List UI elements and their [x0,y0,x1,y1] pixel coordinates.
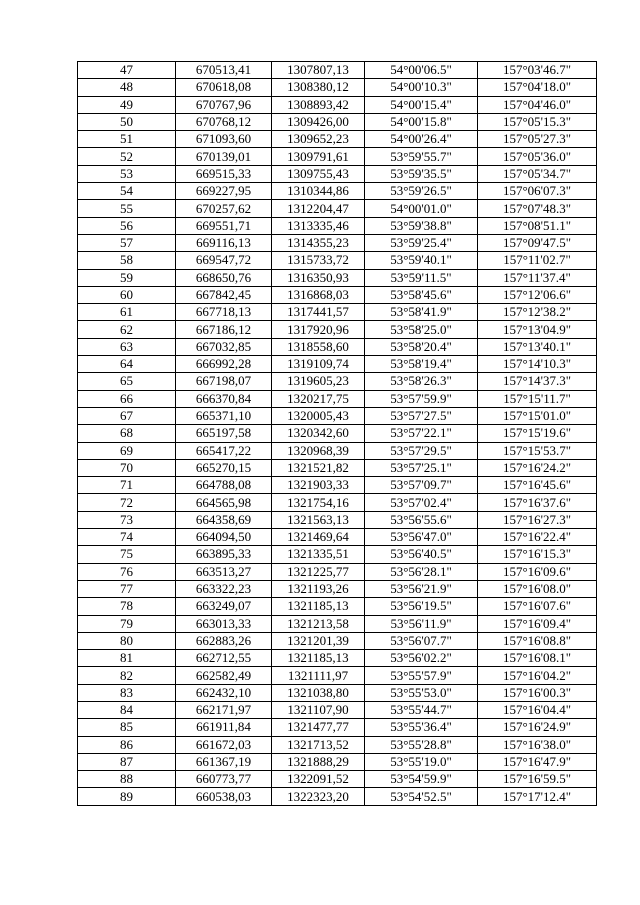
latitude-cell: 53°59'40.1" [365,252,478,269]
table-row [78,788,597,805]
point-number-cell: 57 [78,234,176,251]
x-coordinate-cell: 664788,08 [176,477,272,494]
y-coordinate-cell: 1321225,77 [272,563,365,580]
latitude-cell: 53°59'55.7" [365,148,478,165]
latitude-cell: 53°55'19.0" [365,753,478,770]
point-number-cell: 71 [78,477,176,494]
table-row [78,234,597,251]
latitude-cell: 53°58'25.0" [365,321,478,338]
x-coordinate-cell: 663895,33 [176,546,272,563]
latitude-cell: 53°54'52.5" [365,788,478,805]
x-coordinate-cell: 668650,76 [176,269,272,286]
point-number-cell: 83 [78,684,176,701]
latitude-cell: 53°55'28.8" [365,736,478,753]
y-coordinate-cell: 1321201,39 [272,632,365,649]
x-coordinate-cell: 669547,72 [176,252,272,269]
longitude-cell: 157°16'04.4" [478,701,597,718]
y-coordinate-cell: 1308893,42 [272,96,365,113]
x-coordinate-cell: 669116,13 [176,234,272,251]
latitude-cell: 53°57'25.1" [365,459,478,476]
y-coordinate-cell: 1321754,16 [272,494,365,511]
point-number-cell: 51 [78,131,176,148]
x-coordinate-cell: 663013,33 [176,615,272,632]
coordinates-table-body [78,62,597,806]
x-coordinate-cell: 663322,23 [176,580,272,597]
x-coordinate-cell: 670618,08 [176,79,272,96]
point-number-cell: 62 [78,321,176,338]
x-coordinate-cell: 661911,84 [176,719,272,736]
latitude-cell: 53°58'41.9" [365,304,478,321]
longitude-cell: 157°16'45.6" [478,477,597,494]
point-number-cell: 69 [78,442,176,459]
x-coordinate-cell: 660773,77 [176,771,272,788]
point-number-cell: 82 [78,667,176,684]
latitude-cell: 53°56'28.1" [365,563,478,580]
table-row [78,719,597,736]
longitude-cell: 157°05'34.7" [478,165,597,182]
table-row [78,96,597,113]
table-row [78,546,597,563]
latitude-cell: 53°55'44.7" [365,701,478,718]
longitude-cell: 157°16'24.9" [478,719,597,736]
point-number-cell: 49 [78,96,176,113]
y-coordinate-cell: 1313335,46 [272,217,365,234]
latitude-cell: 53°57'09.7" [365,477,478,494]
y-coordinate-cell: 1308380,12 [272,79,365,96]
table-row [78,736,597,753]
x-coordinate-cell: 663249,07 [176,598,272,615]
table-row [78,356,597,373]
x-coordinate-cell: 665270,15 [176,459,272,476]
y-coordinate-cell: 1315733,72 [272,252,365,269]
longitude-cell: 157°14'37.3" [478,373,597,390]
latitude-cell: 53°58'45.6" [365,286,478,303]
longitude-cell: 157°12'38.2" [478,304,597,321]
latitude-cell: 53°57'22.1" [365,425,478,442]
x-coordinate-cell: 663513,27 [176,563,272,580]
longitude-cell: 157°16'04.2" [478,667,597,684]
table-row [78,407,597,424]
y-coordinate-cell: 1321563,13 [272,511,365,528]
x-coordinate-cell: 665417,22 [176,442,272,459]
y-coordinate-cell: 1316868,03 [272,286,365,303]
table-row [78,269,597,286]
x-coordinate-cell: 661367,19 [176,753,272,770]
table-row [78,321,597,338]
latitude-cell: 53°57'59.9" [365,390,478,407]
y-coordinate-cell: 1321335,51 [272,546,365,563]
latitude-cell: 54°00'26.4" [365,131,478,148]
y-coordinate-cell: 1319605,23 [272,373,365,390]
latitude-cell: 53°56'19.5" [365,598,478,615]
point-number-cell: 65 [78,373,176,390]
longitude-cell: 157°04'18.0" [478,79,597,96]
y-coordinate-cell: 1309755,43 [272,165,365,182]
y-coordinate-cell: 1321469,64 [272,529,365,546]
y-coordinate-cell: 1322323,20 [272,788,365,805]
y-coordinate-cell: 1321477,77 [272,719,365,736]
longitude-cell: 157°06'07.3" [478,183,597,200]
y-coordinate-cell: 1321111,97 [272,667,365,684]
x-coordinate-cell: 665197,58 [176,425,272,442]
table-row [78,459,597,476]
y-coordinate-cell: 1321903,33 [272,477,365,494]
table-row [78,183,597,200]
y-coordinate-cell: 1321038,80 [272,684,365,701]
point-number-cell: 56 [78,217,176,234]
point-number-cell: 84 [78,701,176,718]
x-coordinate-cell: 671093,60 [176,131,272,148]
point-number-cell: 61 [78,304,176,321]
latitude-cell: 53°59'35.5" [365,165,478,182]
x-coordinate-cell: 662432,10 [176,684,272,701]
longitude-cell: 157°16'09.6" [478,563,597,580]
table-row [78,529,597,546]
y-coordinate-cell: 1310344,86 [272,183,365,200]
longitude-cell: 157°11'37.4" [478,269,597,286]
longitude-cell: 157°16'15.3" [478,546,597,563]
y-coordinate-cell: 1317920,96 [272,321,365,338]
point-number-cell: 60 [78,286,176,303]
point-number-cell: 67 [78,407,176,424]
longitude-cell: 157°16'27.3" [478,511,597,528]
table-row [78,217,597,234]
point-number-cell: 73 [78,511,176,528]
x-coordinate-cell: 661672,03 [176,736,272,753]
x-coordinate-cell: 667718,13 [176,304,272,321]
table-row [78,701,597,718]
point-number-cell: 68 [78,425,176,442]
x-coordinate-cell: 669551,71 [176,217,272,234]
point-number-cell: 66 [78,390,176,407]
longitude-cell: 157°16'59.5" [478,771,597,788]
x-coordinate-cell: 662582,49 [176,667,272,684]
y-coordinate-cell: 1321185,13 [272,598,365,615]
table-row [78,373,597,390]
longitude-cell: 157°16'37.6" [478,494,597,511]
y-coordinate-cell: 1318558,60 [272,338,365,355]
table-row [78,79,597,96]
longitude-cell: 157°15'11.7" [478,390,597,407]
latitude-cell: 53°59'25.4" [365,234,478,251]
table-row [78,200,597,217]
point-number-cell: 59 [78,269,176,286]
y-coordinate-cell: 1314355,23 [272,234,365,251]
x-coordinate-cell: 670767,96 [176,96,272,113]
y-coordinate-cell: 1317441,57 [272,304,365,321]
table-row [78,563,597,580]
latitude-cell: 53°58'20.4" [365,338,478,355]
point-number-cell: 88 [78,771,176,788]
table-row [78,338,597,355]
point-number-cell: 58 [78,252,176,269]
longitude-cell: 157°16'08.0" [478,580,597,597]
x-coordinate-cell: 664358,69 [176,511,272,528]
point-number-cell: 52 [78,148,176,165]
point-number-cell: 55 [78,200,176,217]
longitude-cell: 157°16'47.9" [478,753,597,770]
longitude-cell: 157°11'02.7" [478,252,597,269]
table-row [78,425,597,442]
point-number-cell: 86 [78,736,176,753]
y-coordinate-cell: 1309791,61 [272,148,365,165]
latitude-cell: 53°59'26.5" [365,183,478,200]
point-number-cell: 85 [78,719,176,736]
longitude-cell: 157°16'07.6" [478,598,597,615]
table-row [78,511,597,528]
y-coordinate-cell: 1312204,47 [272,200,365,217]
x-coordinate-cell: 670139,01 [176,148,272,165]
point-number-cell: 87 [78,753,176,770]
y-coordinate-cell: 1309652,23 [272,131,365,148]
y-coordinate-cell: 1322091,52 [272,771,365,788]
longitude-cell: 157°15'01.0" [478,407,597,424]
latitude-cell: 53°55'36.4" [365,719,478,736]
point-number-cell: 78 [78,598,176,615]
longitude-cell: 157°05'27.3" [478,131,597,148]
longitude-cell: 157°13'40.1" [478,338,597,355]
latitude-cell: 53°55'53.0" [365,684,478,701]
latitude-cell: 53°59'11.5" [365,269,478,286]
table-row [78,131,597,148]
latitude-cell: 54°00'06.5" [365,62,478,79]
x-coordinate-cell: 662883,26 [176,632,272,649]
y-coordinate-cell: 1309426,00 [272,113,365,130]
latitude-cell: 53°56'40.5" [365,546,478,563]
y-coordinate-cell: 1321185,13 [272,650,365,667]
coordinates-table [77,61,597,806]
longitude-cell: 157°08'51.1" [478,217,597,234]
point-number-cell: 81 [78,650,176,667]
latitude-cell: 53°54'59.9" [365,771,478,788]
table-row [78,650,597,667]
point-number-cell: 54 [78,183,176,200]
longitude-cell: 157°16'00.3" [478,684,597,701]
table-row [78,442,597,459]
longitude-cell: 157°05'36.0" [478,148,597,165]
latitude-cell: 54°00'01.0" [365,200,478,217]
table-row [78,667,597,684]
x-coordinate-cell: 666992,28 [176,356,272,373]
table-row [78,615,597,632]
point-number-cell: 72 [78,494,176,511]
latitude-cell: 53°58'19.4" [365,356,478,373]
point-number-cell: 53 [78,165,176,182]
table-row [78,113,597,130]
longitude-cell: 157°16'08.1" [478,650,597,667]
x-coordinate-cell: 669515,33 [176,165,272,182]
table-row [78,494,597,511]
latitude-cell: 54°00'15.8" [365,113,478,130]
table-row [78,286,597,303]
y-coordinate-cell: 1320968,39 [272,442,365,459]
y-coordinate-cell: 1320217,75 [272,390,365,407]
point-number-cell: 70 [78,459,176,476]
table-row [78,684,597,701]
y-coordinate-cell: 1307807,13 [272,62,365,79]
x-coordinate-cell: 662171,97 [176,701,272,718]
y-coordinate-cell: 1316350,93 [272,269,365,286]
y-coordinate-cell: 1321213,58 [272,615,365,632]
longitude-cell: 157°13'04.9" [478,321,597,338]
y-coordinate-cell: 1321107,90 [272,701,365,718]
latitude-cell: 53°56'11.9" [365,615,478,632]
point-number-cell: 77 [78,580,176,597]
table-row [78,477,597,494]
longitude-cell: 157°05'15.3" [478,113,597,130]
latitude-cell: 53°56'07.7" [365,632,478,649]
x-coordinate-cell: 665371,10 [176,407,272,424]
table-row [78,598,597,615]
y-coordinate-cell: 1321713,52 [272,736,365,753]
table-row [78,165,597,182]
point-number-cell: 74 [78,529,176,546]
longitude-cell: 157°16'09.4" [478,615,597,632]
longitude-cell: 157°15'53.7" [478,442,597,459]
x-coordinate-cell: 664094,50 [176,529,272,546]
x-coordinate-cell: 670257,62 [176,200,272,217]
y-coordinate-cell: 1321193,26 [272,580,365,597]
table-row [78,304,597,321]
y-coordinate-cell: 1319109,74 [272,356,365,373]
longitude-cell: 157°03'46.7" [478,62,597,79]
longitude-cell: 157°04'46.0" [478,96,597,113]
latitude-cell: 53°56'02.2" [365,650,478,667]
point-number-cell: 89 [78,788,176,805]
longitude-cell: 157°16'38.0" [478,736,597,753]
point-number-cell: 47 [78,62,176,79]
latitude-cell: 53°56'47.0" [365,529,478,546]
longitude-cell: 157°15'19.6" [478,425,597,442]
x-coordinate-cell: 670768,12 [176,113,272,130]
point-number-cell: 63 [78,338,176,355]
latitude-cell: 53°57'02.4" [365,494,478,511]
latitude-cell: 53°59'38.8" [365,217,478,234]
table-row [78,62,597,79]
latitude-cell: 54°00'10.3" [365,79,478,96]
table-row [78,632,597,649]
latitude-cell: 54°00'15.4" [365,96,478,113]
point-number-cell: 50 [78,113,176,130]
x-coordinate-cell: 667186,12 [176,321,272,338]
y-coordinate-cell: 1321521,82 [272,459,365,476]
x-coordinate-cell: 664565,98 [176,494,272,511]
latitude-cell: 53°55'57.9" [365,667,478,684]
y-coordinate-cell: 1320005,43 [272,407,365,424]
latitude-cell: 53°58'26.3" [365,373,478,390]
longitude-cell: 157°12'06.6" [478,286,597,303]
longitude-cell: 157°17'12.4" [478,788,597,805]
longitude-cell: 157°16'24.2" [478,459,597,476]
table-row [78,252,597,269]
longitude-cell: 157°07'48.3" [478,200,597,217]
x-coordinate-cell: 669227,95 [176,183,272,200]
point-number-cell: 75 [78,546,176,563]
latitude-cell: 53°57'27.5" [365,407,478,424]
point-number-cell: 48 [78,79,176,96]
point-number-cell: 80 [78,632,176,649]
y-coordinate-cell: 1321888,29 [272,753,365,770]
latitude-cell: 53°57'29.5" [365,442,478,459]
x-coordinate-cell: 667032,85 [176,338,272,355]
longitude-cell: 157°14'10.3" [478,356,597,373]
table-row [78,753,597,770]
longitude-cell: 157°16'22.4" [478,529,597,546]
latitude-cell: 53°56'55.6" [365,511,478,528]
point-number-cell: 76 [78,563,176,580]
longitude-cell: 157°16'08.8" [478,632,597,649]
x-coordinate-cell: 660538,03 [176,788,272,805]
point-number-cell: 79 [78,615,176,632]
longitude-cell: 157°09'47.5" [478,234,597,251]
x-coordinate-cell: 662712,55 [176,650,272,667]
table-row [78,148,597,165]
x-coordinate-cell: 667842,45 [176,286,272,303]
x-coordinate-cell: 666370,84 [176,390,272,407]
x-coordinate-cell: 670513,41 [176,62,272,79]
y-coordinate-cell: 1320342,60 [272,425,365,442]
table-row [78,771,597,788]
table-row [78,390,597,407]
point-number-cell: 64 [78,356,176,373]
latitude-cell: 53°56'21.9" [365,580,478,597]
x-coordinate-cell: 667198,07 [176,373,272,390]
table-row [78,580,597,597]
